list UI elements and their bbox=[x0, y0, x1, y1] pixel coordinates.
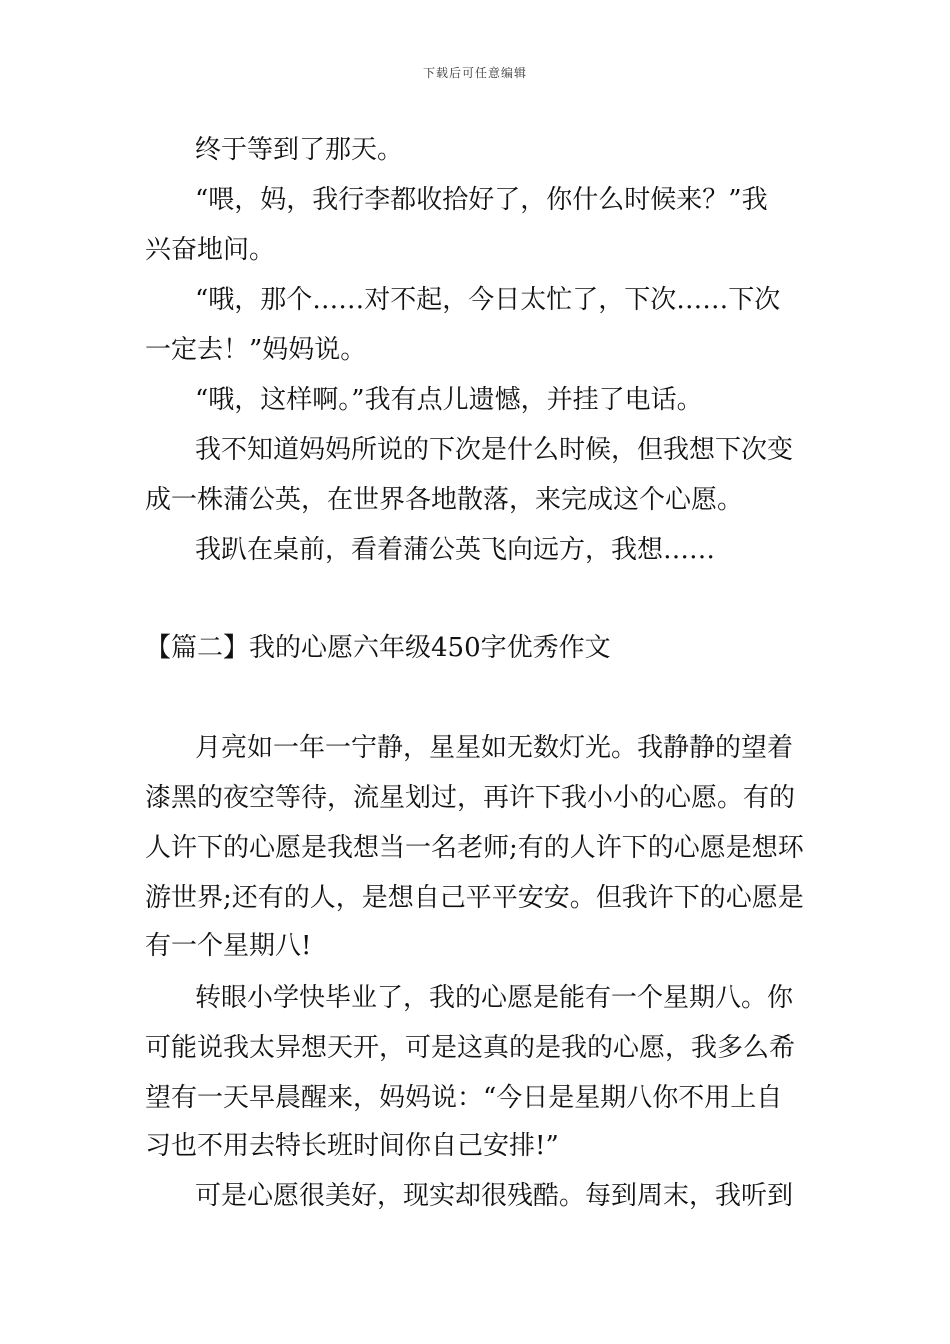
section-heading: 【篇二】我的心愿六年级450字优秀作文 bbox=[145, 633, 611, 663]
page-header: 下载后可任意编辑 bbox=[422, 66, 527, 80]
paragraph-line: “喂，妈，我行李都收拾好了，你什么时候来？”我 bbox=[195, 185, 768, 215]
paragraph-line: “哦，那个……对不起，今日太忙了，下次……下次 bbox=[195, 285, 781, 315]
paragraph-line: 漆黑的夜空等待，流星划过，再许下我小小的心愿。有的 bbox=[145, 783, 796, 813]
paragraph-line: 月亮如一年一宁静，星星如无数灯光。我静静的望着 bbox=[195, 733, 794, 763]
paragraph-line: 一定去！”妈妈说。 bbox=[145, 335, 367, 365]
paragraph-line: “哦，这样啊。”我有点儿遗憾，并挂了电话。 bbox=[195, 385, 703, 415]
paragraph-line: 兴奋地问。 bbox=[145, 235, 276, 265]
paragraph-line: 成一株蒲公英，在世界各地散落，来完成这个心愿。 bbox=[145, 485, 744, 515]
paragraph-line: 终于等到了那天。 bbox=[195, 135, 404, 165]
paragraph-line: 习也不用去特长班时间你自己安排!” bbox=[145, 1131, 559, 1161]
paragraph-line: 可是心愿很美好，现实却很残酷。每到周末，我听到 bbox=[195, 1181, 794, 1211]
paragraph-line: 转眼小学快毕业了，我的心愿是能有一个星期八。你 bbox=[195, 983, 794, 1013]
paragraph-line: 有一个星期八! bbox=[145, 931, 312, 961]
paragraph-line: 望有一天早晨醒来，妈妈说：“今日是星期八你不用上自 bbox=[145, 1083, 783, 1113]
paragraph-line: 我趴在桌前，看着蒲公英飞向远方，我想…… bbox=[195, 535, 716, 565]
paragraph-line: 可能说我太异想天开，可是这真的是我的心愿，我多么希 bbox=[145, 1033, 796, 1063]
paragraph-line: 人许下的心愿是我想当一名老师;有的人许下的心愿是想环 bbox=[145, 833, 804, 863]
paragraph-line: 我不知道妈妈所说的下次是什么时候，但我想下次变 bbox=[195, 435, 794, 465]
paragraph-line: 游世界;还有的人，是想自己平平安安。但我许下的心愿是 bbox=[145, 883, 804, 913]
